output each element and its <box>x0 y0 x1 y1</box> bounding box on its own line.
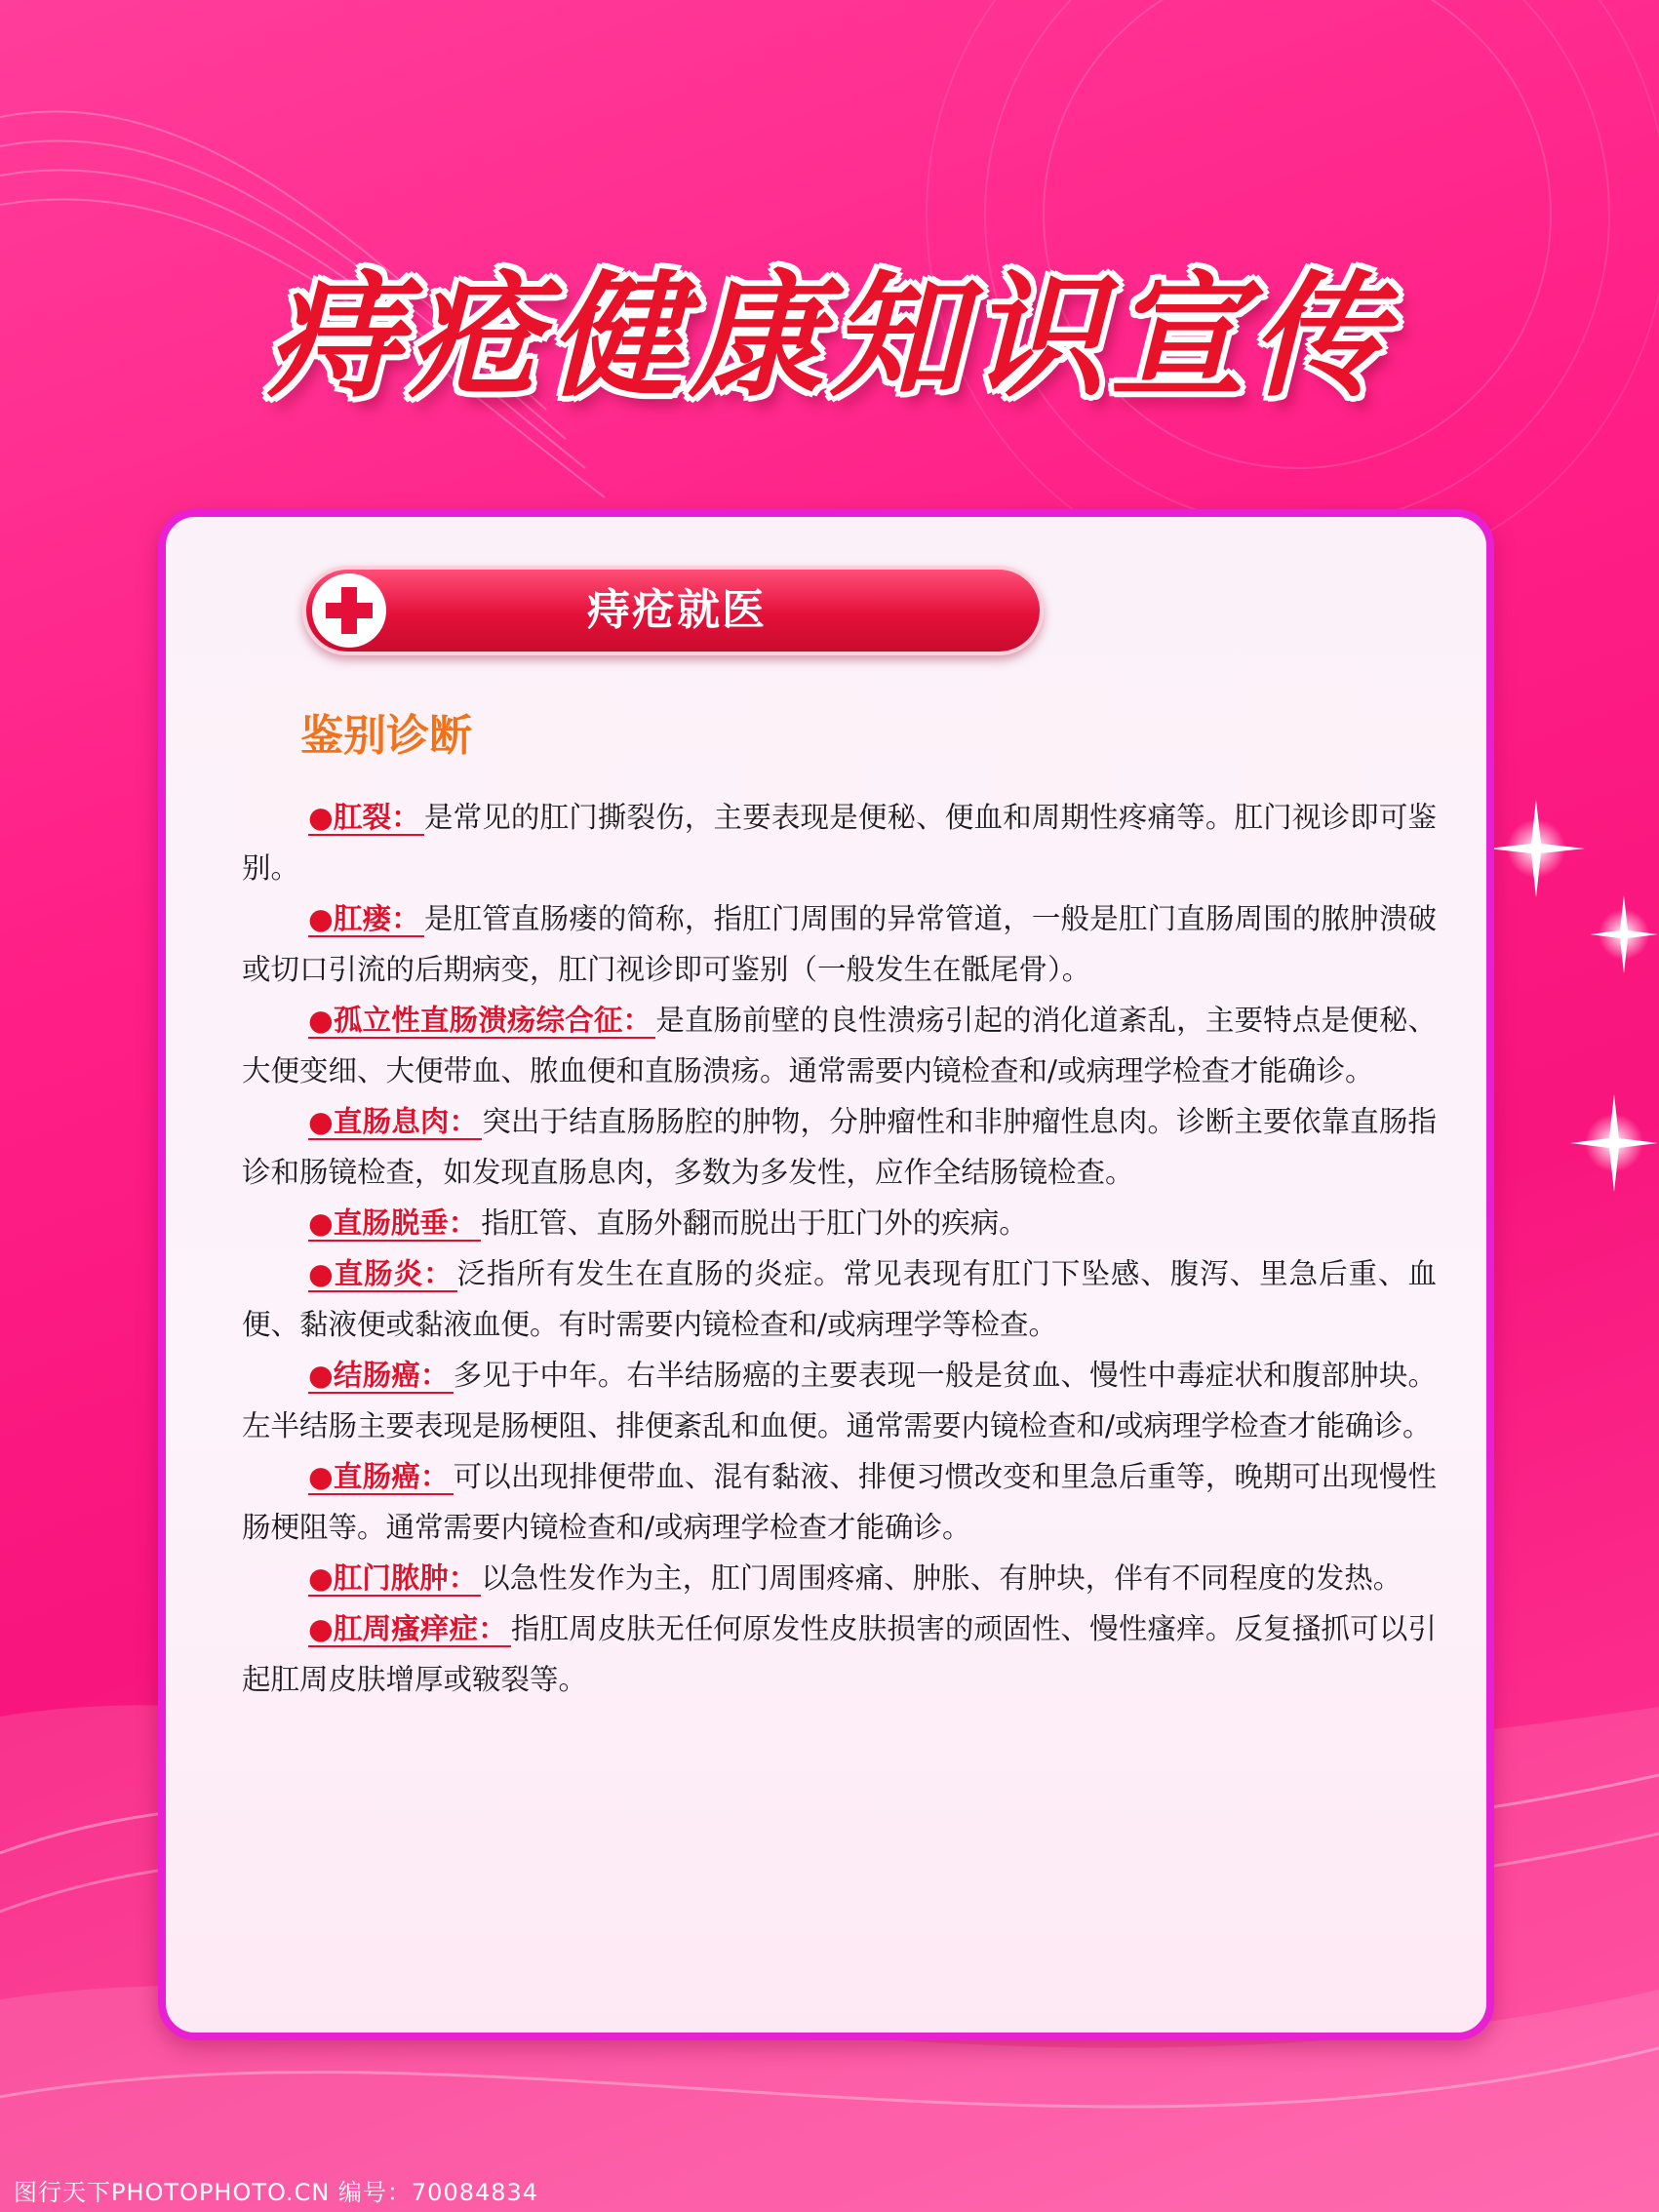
list-item <box>242 792 1437 893</box>
section-title: 痔疮就医 <box>587 585 767 635</box>
list-item <box>242 1451 1437 1553</box>
poster-title: 痔疮健康知识宣传 <box>267 257 1392 415</box>
list-item <box>242 1198 1437 1248</box>
entry-text: 是直肠前壁的良性溃疡引起的消化道紊乱，主要特点是便秘、大便变细、大便带血、脓血便和直肠溃疡。通常需要内镜检查和/或病理学检查才能确诊。 <box>242 1004 1437 1087</box>
subtitle: 鉴别诊断 <box>300 711 472 761</box>
entry-text: 指肛周皮肤无任何原发性皮肤损害的顽固性、慢性瘙痒。反复搔抓可以引起肛周皮肤增厚或皲裂等。 <box>242 1612 1437 1696</box>
entry-text: 泛指所有发生在直肠的炎症。常见表现有肛门下坠感、腹泻、里急后重、血便、黏液便或黏液血便。有时需要内镜检查和/或病理学等检查。 <box>242 1257 1437 1341</box>
entry-text: 可以出现排便带血、混有黏液、排便习惯改变和里急后重等，晚期可出现慢性肠梗阻等。通常需要内镜检查和/或病理学检查才能确诊。 <box>242 1460 1437 1544</box>
list-item <box>242 1350 1437 1451</box>
entry-term: ●肛裂： <box>308 801 424 836</box>
sparkle-icon <box>1507 819 1565 878</box>
list-item <box>242 893 1437 995</box>
sparkle-icon <box>1599 909 1649 960</box>
entry-text: 是肛管直肠瘘的简称，指肛门周围的异常管道，一般是肛门直肠周围的脓肿溃破或切口引流的后期病变，肛门视诊即可鉴别（一般发生在骶尾骨）。 <box>242 902 1437 986</box>
entry-text: 以急性发作为主，肛门周围疼痛、肿胀、有肿块，伴有不同程度的发热。 <box>481 1561 1402 1595</box>
entry-term: ●结肠癌： <box>308 1359 454 1394</box>
section-banner <box>302 566 1044 655</box>
list-item <box>242 1096 1437 1198</box>
entry-text: 是常见的肛门撕裂伤，主要表现是便秘、便血和周期性疼痛等。肛门视诊即可鉴别。 <box>242 801 1437 885</box>
entry-term: ●直肠息肉： <box>308 1105 482 1140</box>
sparkle-icon <box>1585 1114 1643 1172</box>
list-item <box>242 1603 1437 1705</box>
entry-list <box>242 792 1437 1705</box>
watermark-footer: 图行天下PHOTOPHOTO.CN 编号：70084834 <box>14 2179 539 2206</box>
list-item <box>242 1553 1437 1603</box>
entry-text: 多见于中年。右半结肠癌的主要表现一般是贫血、慢性中毒症状和腹部肿块。左半结肠主要表现是肠梗阻、排便紊乱和血便。通常需要内镜检查和/或病理学检查才能确诊。 <box>242 1359 1437 1442</box>
entry-term: ●肛瘘： <box>308 902 424 937</box>
list-item <box>242 995 1437 1096</box>
entry-term: ●直肠炎： <box>308 1257 457 1292</box>
entry-term: ●孤立性直肠溃疡综合征： <box>308 1004 655 1039</box>
entry-term: ●肛门脓肿： <box>308 1561 481 1597</box>
entry-text: 突出于结直肠肠腔的肿物，分肿瘤性和非肿瘤性息肉。诊断主要依靠直肠指诊和肠镜检查，如发现直肠息肉，多数为多发性，应作全结肠镜检查。 <box>242 1105 1437 1189</box>
list-item <box>242 1248 1437 1350</box>
entry-term: ●直肠脱垂： <box>308 1206 481 1242</box>
entry-text: 指肛管、直肠外翻而脱出于肛门外的疾病。 <box>481 1206 1028 1240</box>
entry-term: ●直肠癌： <box>308 1460 454 1495</box>
entry-term: ●肛周瘙痒症： <box>308 1612 511 1647</box>
